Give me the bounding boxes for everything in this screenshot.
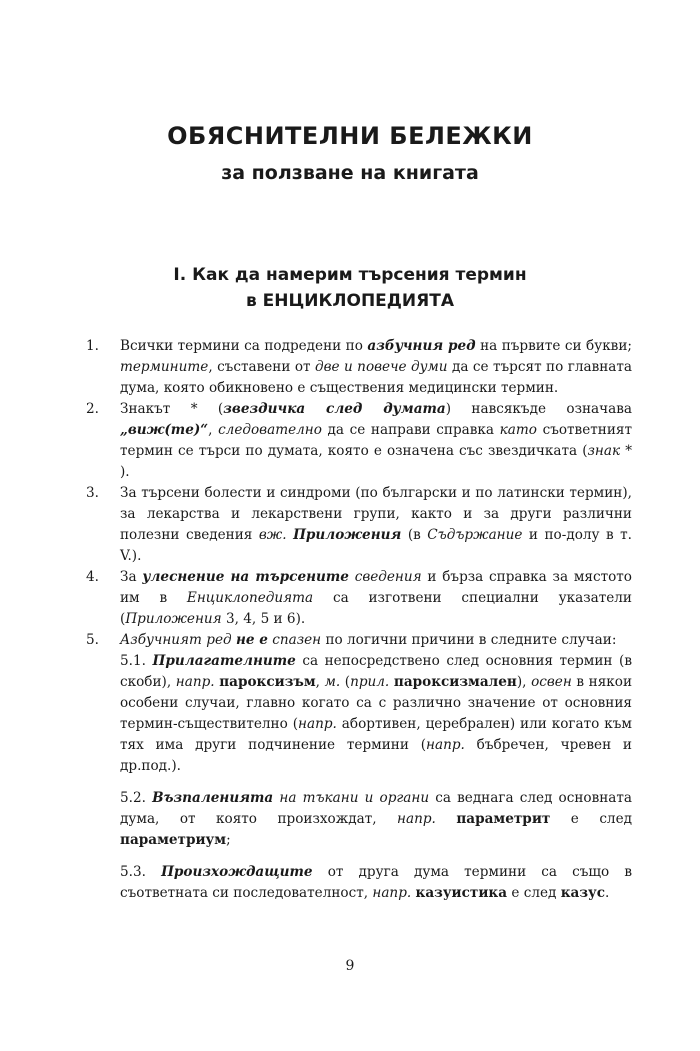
- emphasis: две и повече думи: [314, 359, 448, 375]
- emphasis: звездичка след думата: [223, 401, 446, 417]
- emphasis: като: [499, 422, 537, 438]
- emphasis: напр.: [298, 716, 337, 732]
- text-run: 5.3.: [120, 864, 162, 880]
- text-run: от друга дума термини са също в съответната си последователност,: [120, 864, 632, 901]
- subitem-5-3: [120, 862, 632, 904]
- item-number: 3.: [86, 485, 99, 501]
- page-number: 9: [345, 958, 355, 974]
- item-number: 5.: [86, 632, 99, 648]
- term: пароксизъм: [219, 674, 316, 690]
- emphasis: улеснение на търсените: [142, 569, 349, 585]
- text-run: 3, 4, 5 и 6).: [221, 611, 306, 627]
- emphasis: знак: [587, 443, 621, 459]
- text-run: да се търсят по главната дума, която обикновено е съществения медицински термин.: [120, 359, 633, 396]
- text-run: , съставени от: [208, 359, 315, 375]
- emphasis: „виж(те)“: [120, 422, 209, 438]
- item-number: 1.: [86, 338, 99, 354]
- emphasis: м.: [324, 674, 341, 690]
- text-run: * ).: [120, 443, 632, 480]
- emphasis: напр.: [426, 737, 465, 753]
- emphasis: Съдържание: [427, 527, 523, 543]
- text-run: .: [605, 885, 610, 901]
- emphasis: прил.: [350, 674, 390, 690]
- subitem-5-1: [120, 651, 632, 777]
- text-run: е след: [550, 811, 632, 827]
- emphasis: Приложения: [293, 527, 402, 543]
- section-title: I. Как да намерим търсения термин: [173, 265, 527, 285]
- text-run: ,: [208, 422, 219, 438]
- emphasis: напр.: [397, 811, 436, 827]
- text-run: в някои особени случаи, главно когато са с различно значение от основния термин-съществително (: [120, 674, 633, 732]
- page-title: ОБЯСНИТЕЛНИ БЕЛЕЖКИ: [167, 122, 533, 150]
- text-run: (в: [401, 527, 428, 543]
- emphasis: следователно: [218, 422, 322, 438]
- emphasis: вж.: [258, 527, 287, 543]
- term: параметриум: [120, 832, 227, 848]
- text-run: са изготвени специални указатели (: [120, 590, 632, 627]
- section-title-line2: в ЕНЦИКЛОПЕДИЯТА: [245, 291, 455, 311]
- subitem-5-2: [120, 788, 632, 851]
- emphasis: азбучния ред: [367, 338, 476, 354]
- term: казуистика: [415, 885, 508, 901]
- list-item: [86, 483, 632, 567]
- emphasis: термините: [120, 359, 209, 375]
- list-item: [86, 630, 632, 651]
- text-run: и по-долу в т. V.).: [120, 527, 632, 564]
- text-run: са непосредствено след основния термин (в скоби),: [120, 653, 632, 690]
- emphasis: на тъкани и органи: [279, 790, 430, 806]
- emphasis: Прилагателните: [152, 653, 296, 669]
- item-text: [120, 630, 632, 651]
- text-run: е след: [507, 885, 561, 901]
- term: пароксизмален: [393, 674, 517, 690]
- item-number: 2.: [86, 401, 99, 417]
- emphasis: напр.: [175, 674, 215, 690]
- text-run: За търсени болести и синдроми (по български и по латински термин), за лекарства и лекарствени групи, както и за други различни полезни сведения: [120, 485, 632, 543]
- text-run: да се направи справка: [321, 422, 500, 438]
- item-text: [120, 567, 632, 630]
- text-run: За: [120, 569, 143, 585]
- emphasis: не е: [235, 632, 268, 648]
- text-run: 5.2.: [120, 790, 153, 806]
- term: казус: [560, 885, 605, 901]
- text-run: абортивен, церебрален) или когато към тях има други подчинение термини (: [120, 716, 633, 753]
- text-run: ,: [315, 674, 325, 690]
- emphasis: напр.: [372, 885, 412, 901]
- item-text: [120, 483, 632, 567]
- text-run: 5.1.: [120, 653, 153, 669]
- emphasis: Енциклопедията: [186, 590, 314, 606]
- text-run: [436, 811, 456, 827]
- emphasis: Азбучният ред: [120, 632, 232, 648]
- emphasis: спазен: [272, 632, 322, 648]
- notes-body: [86, 336, 632, 904]
- text-run: по логични причини в следните случаи:: [321, 632, 617, 648]
- emphasis: Приложения: [125, 611, 222, 627]
- item-number: 4.: [86, 569, 99, 585]
- emphasis: Произхождащите: [161, 864, 313, 880]
- list-item: [86, 336, 632, 399]
- text-run: (: [340, 674, 351, 690]
- text-run: на първите си букви;: [475, 338, 632, 354]
- text-run: и бърза справка за мястото им в: [120, 569, 632, 606]
- text-run: ;: [226, 832, 231, 848]
- emphasis: сведения: [354, 569, 422, 585]
- item-text: [120, 399, 632, 483]
- list-item: [86, 399, 632, 483]
- text-run: ) навсякъде означава: [445, 401, 633, 417]
- text-run: съответният термин се търси по думата, която е означена със звездичката (: [120, 422, 632, 459]
- text-run: бъбречен, чревен и др.под.).: [120, 737, 632, 774]
- page-subtitle: за ползване на книгата: [221, 162, 479, 184]
- emphasis: Възпаленията: [152, 790, 274, 806]
- emphasis: освен: [531, 674, 572, 690]
- text-run: са веднага след основната дума, от която произхождат,: [120, 790, 633, 827]
- term: параметрит: [456, 811, 551, 827]
- text-run: ),: [516, 674, 532, 690]
- list-item: [86, 567, 632, 630]
- text-run: Знакът * (: [120, 401, 224, 417]
- text-run: Всички термини са подредени по: [120, 338, 368, 354]
- item-text: [120, 336, 632, 399]
